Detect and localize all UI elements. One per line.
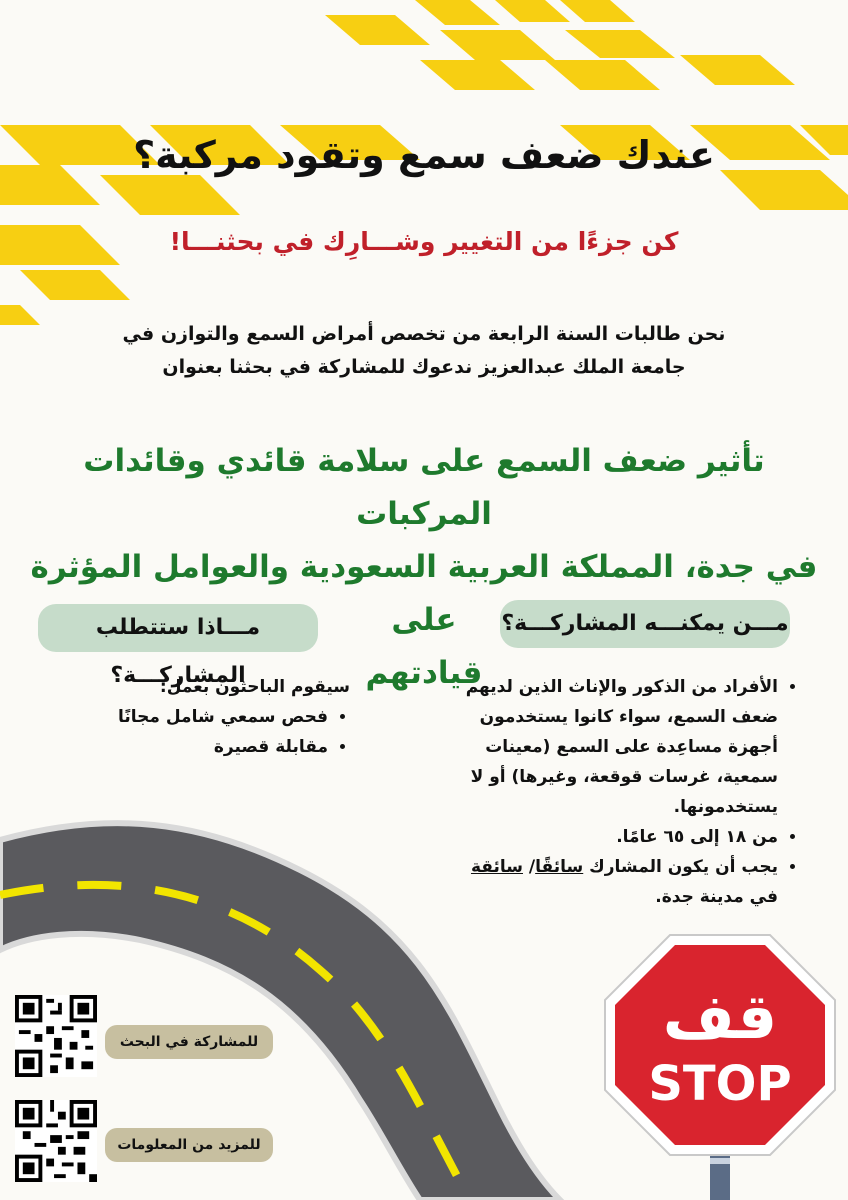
requirement-item-interview: • مقابلة قصيرة — [60, 732, 328, 762]
eligibility-item-age: • من ١٨ إلى ٦٥ عامًا. — [440, 822, 778, 852]
slogan: كن جزءًا من التغيير وشـــارِك في بحثنـــا! — [169, 227, 679, 256]
intro-text — [80, 318, 768, 384]
requirements-box — [60, 672, 350, 762]
intro-line-1: نحن طالبات السنة الرابعة من تخصص أمراض السمع والتوازن في — [122, 323, 726, 345]
driver-male-word: سائقًا — [535, 857, 584, 877]
main-title: عندك ضعف سمع وتقود مركبة؟ — [133, 133, 715, 177]
stop-sign-arabic: قف — [662, 980, 778, 1053]
what-participation-requires-heading: مـــاذا ستتطلب المشاركـــة؟ — [38, 604, 318, 652]
research-title-line-1: تأثير ضعف السمع على سلامة قائدي وقائدات المركبات — [83, 443, 765, 532]
intro-line-2: جامعة الملك عبدالعزيز ندعوك للمشاركة في بحثنا بعنوان — [162, 356, 686, 378]
research-title-line-2: في جدة، المملكة العربية السعودية والعوامل المؤثرة على — [30, 549, 818, 638]
participate-link-label[interactable]: للمشاركة في البحث — [105, 1025, 273, 1059]
research-title-line-3: قيادتهم — [365, 655, 483, 691]
who-can-participate-heading: مـــن يمكنـــه المشاركـــة؟ — [500, 600, 790, 648]
stop-sign-english: STOP — [648, 1056, 792, 1112]
eligibility-item-hearing: • الأفراد من الذكور والإناث الذين لديهم ضعف السمع، سواء كانوا يستخدمون أجهزة مساعِدة على السمع (معينات سمعية، غرسات قوقعة، وغيرها) أو لا يستخدمونها. — [440, 672, 778, 822]
requirement-item-hearing-test: • فحص سمعي شامل مجانًا — [60, 702, 328, 732]
stop-sign-icon — [600, 930, 840, 1200]
requirements-lead: سيقوم الباحثون بعمل: — [159, 677, 350, 697]
eligibility-item-driver: • يجب أن يكون المشارك سائقًا/ سائقة في مدينة جدة. — [440, 852, 778, 912]
more-info-link-label[interactable]: للمزيد من المعلومات — [105, 1128, 273, 1162]
more-info-qr-code[interactable] — [15, 1100, 97, 1182]
driver-female-word: سائقة — [470, 857, 523, 877]
participate-qr-code[interactable] — [15, 995, 97, 1077]
